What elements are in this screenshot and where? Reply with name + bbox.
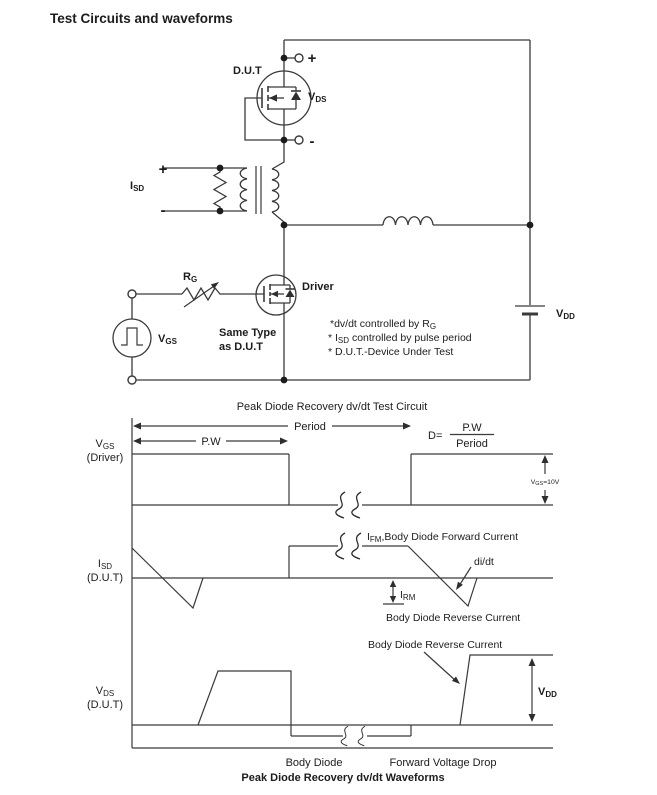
same-type-label-line1: Same Type: [219, 327, 277, 339]
secondary-winding: [272, 169, 279, 212]
isd-minus-label: -: [160, 202, 166, 219]
isd-axis-label-line2: (D.U.T): [86, 572, 124, 584]
vdd-label: VDD: [556, 308, 575, 321]
rg-label: RG: [183, 271, 198, 284]
vdd-arrow-label: VDD: [538, 686, 557, 699]
vgs-axis-label: VGS: [95, 438, 115, 451]
waveform-diagram: [87, 418, 560, 784]
body-diode-label: Body Diode: [285, 757, 343, 769]
minus-terminal-label: -: [309, 133, 315, 150]
body-diode-icon: [291, 87, 301, 109]
irm-annotation: [383, 580, 416, 604]
minus-terminal-circle: [295, 136, 303, 144]
body-arrow-icon: [271, 291, 278, 297]
isd-label: ISD: [130, 180, 145, 193]
page-title: Test Circuits and waveforms: [50, 11, 233, 26]
note-dvdt: *dv/dt controlled by RG: [330, 318, 437, 331]
waveform-axis-labels: [87, 438, 124, 711]
duty-denominator: Period: [456, 438, 488, 450]
vgs-pulse-source: [113, 290, 151, 384]
gate-source-short-wire: [245, 98, 284, 140]
didt-label: di/dt: [474, 556, 494, 568]
driver-label: Driver: [302, 281, 334, 293]
dut-label: D.U.T: [233, 65, 262, 77]
test-circuit-diagram: [113, 40, 575, 413]
vds-label: VDS: [308, 91, 327, 104]
note-dut: * D.U.T.-Device Under Test: [328, 346, 454, 358]
vds-axis-label: VDS: [95, 685, 115, 698]
core-lines: [256, 166, 261, 214]
vds-waveform: [132, 655, 553, 746]
isd-waveform: [132, 533, 553, 608]
vgs-waveform: [132, 454, 553, 518]
vgs-label: VGS: [158, 333, 177, 346]
plus-terminal-label: +: [307, 50, 317, 67]
forward-voltage-drop-label: Forward Voltage Drop: [389, 757, 497, 769]
ifm-label: IFM,Body Diode Forward Current: [367, 531, 519, 544]
vds-axis-label-line2: (D.U.T): [86, 699, 124, 711]
body-diode-reverse-current-label-isd: Body Diode Reverse Current: [386, 612, 521, 624]
plus-terminal-circle: [295, 54, 303, 62]
same-type-label-line2: as D.U.T: [219, 341, 264, 353]
isd-axis-label: ISD: [97, 558, 113, 571]
duty-cycle-formula: [428, 422, 494, 450]
pulse-icon: [121, 328, 143, 345]
vdd-battery-symbol: [515, 306, 545, 314]
body-arrow-icon: [269, 94, 277, 101]
body-diode-reverse-current-label-vds: Body Diode Reverse Current: [368, 639, 503, 651]
vgs-10v-annotation: [531, 455, 560, 504]
body-diode-reverse-annotation-vds: [368, 639, 502, 684]
vgs-axis-label-line2: (Driver): [86, 452, 124, 464]
body-diode-icon: [286, 285, 295, 303]
irm-label: IRM: [400, 589, 416, 602]
period-label: Period: [294, 421, 326, 433]
pw-label: P.W: [201, 436, 221, 448]
isd-plus-label: +: [158, 161, 168, 178]
inductor-symbol: [383, 217, 433, 225]
primary-winding: [240, 168, 247, 211]
parallel-resistor: [214, 168, 226, 211]
vdd-annotation: [529, 658, 558, 722]
rg-variable-resistor: [136, 282, 264, 307]
duty-numerator: P.W: [462, 422, 482, 434]
vgs-10v-label: VGS=10V: [530, 479, 560, 488]
waveforms-caption: Peak Diode Recovery dv/dt Waveforms: [241, 772, 445, 784]
transformer-symbol: [162, 166, 284, 225]
driver-mosfet-symbol: [256, 225, 296, 380]
duty-d-label: D=: [428, 430, 443, 442]
period-arrow: [133, 423, 411, 430]
circuit-notes: [328, 318, 472, 358]
test-circuit-caption: Peak Diode Recovery dv/dt Test Circuit: [236, 401, 428, 413]
note-isd: * ISD controlled by pulse period: [328, 332, 472, 345]
